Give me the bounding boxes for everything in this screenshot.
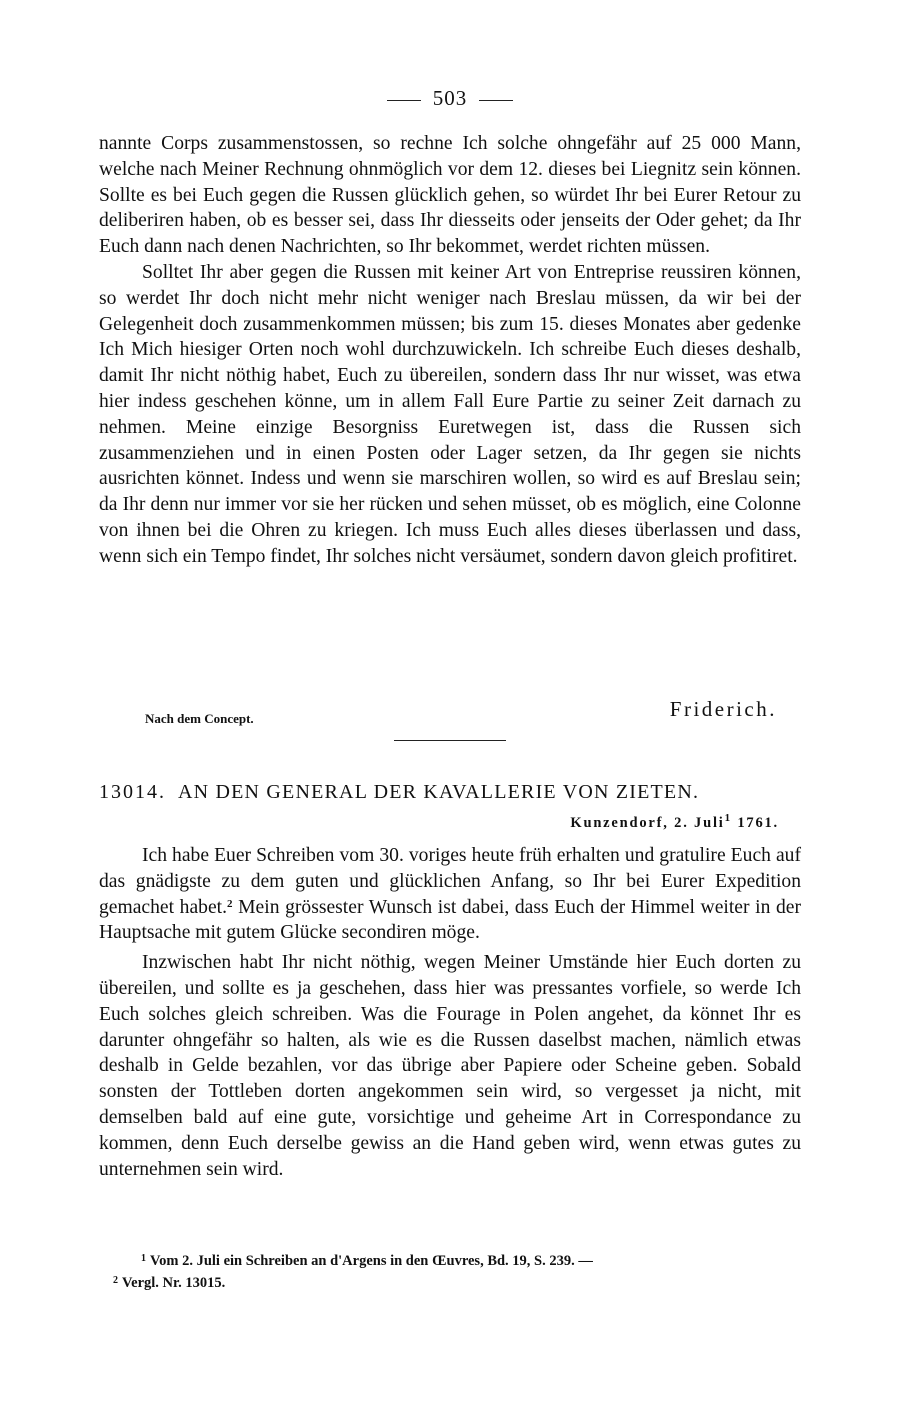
closing-line xyxy=(99,697,801,727)
footnote-reference: 2 xyxy=(227,897,233,910)
footnote-1 xyxy=(99,1250,801,1272)
footnote-reference: 1 xyxy=(724,812,732,824)
header-dash-left xyxy=(387,100,421,101)
paragraph: Solltet Ihr aber gegen die Russen mit keiner Art von Entreprise reussiren können, so werdet Ihr doch nicht mehr nicht weniger nach Breslau müssen, da wir bei der Gelegenheit doch zusammenkommen müssen; bis zum 15. dieses Monates aber gedenke Ich Mich hiesiger Orten noch wohl durchzuwickeln. Ich schreibe Euch dieses deshalb, damit Ihr nicht nöthig habet, Euch zu übereilen, sondern dass Ihr nur wisset, was etwa hier indess geschehen könne, um in allem Fall Eure Partie zu seiner Zeit darnach zu nehmen. Meine einzige Besorgniss Euretwegen ist, dass die Russen sich zusammenziehen und in einen Posten oder Lager setzen, da Ihr gegen sie nichts ausrichten könnet. Indess und wenn sie marschiren wollen, so wird es auf Breslau sein; da Ihr denn nur immer vor sie her rücken und sehen müsset, ob es möglich, eine Colonne von ihnen bei die Ohren zu kriegen. Ich muss Euch alles dieses überlassen und dass, wenn sich ein Tempo findet, Ihr solches nicht versäumet, sondern davon gleich profitiret. xyxy=(99,261,801,567)
paragraph-text: Ich habe Euer Schreiben vom 30. voriges heute früh erhalten und gratulire Euch auf das gnädigste zu dem guten und glücklichen Anfang, so Ihr bei Eurer Expedition gemachet habet. xyxy=(99,845,801,918)
letter-two-body xyxy=(99,843,801,1182)
dateline xyxy=(570,812,779,832)
paragraph: nannte Corps zusammenstossen, so rechne Ich solche ohngefähr auf 25 000 Mann, welche nach Meiner Rechnung ohnmöglich vor dem 12. dieses bei Liegnitz sein können. Sollte es bei Euch gegen die Russen glücklich gehen, so würdet Ihr bei Eurer Retour zu deliberiren haben, ob es besser sei, dass Ihr diesseits oder jenseits der Oder gehet; da Ihr Euch dann nach denen Nachrichten, so Ihr bekommet, werdet richten müssen. xyxy=(99,133,801,258)
signature: Friderich. xyxy=(669,697,777,721)
paragraph-text: Mein grössester Wunsch ist dabei, dass Euch der Himmel weiter in der Hauptsache mit gutem Glücke secondiren möge. xyxy=(99,896,801,944)
letter-one-body xyxy=(99,131,801,570)
dateline-year: 1761. xyxy=(731,815,779,831)
section-divider xyxy=(394,740,506,741)
page-number: 503 xyxy=(432,86,468,110)
letter-number: 13014. xyxy=(99,781,166,803)
footnote-mark: 2 xyxy=(113,1275,118,1286)
page-header xyxy=(0,86,900,111)
letter-heading xyxy=(99,781,801,804)
source-note: Nach dem Concept. xyxy=(145,711,254,726)
footnote-2 xyxy=(99,1272,801,1294)
footnote-text: Vergl. Nr. 13015. xyxy=(122,1275,226,1291)
footnote-text: Vom 2. Juli ein Schreiben an d'Argens in den Œuvres, Bd. 19, S. 239. — xyxy=(150,1253,593,1269)
header-dash-right xyxy=(479,100,513,101)
paragraph: Inzwischen habt Ihr nicht nöthig, wegen Meiner Umstände hier Euch dorten zu übereilen, und sollte es ja geschehen, dass hier was pressantes vorfiele, so werde Ich Euch solches gleich schreiben. Was die Fourage in Polen angehet, da könnet Ihr es darunter ohngefähr so halten, als wie es die Russen daselbst machen, nämlich etwas deshalb in Gelde bezahlen, vor das übrige aber Papiere oder Scheine geben. Sobald sonsten der Tottleben dorten angekommen sein wird, so vergesset ja nicht, mit demselben bald auf eine gute, vorsichtige und geheime Art in Correspondance zu kommen, denn Euch derselbe gewiss an die Hand geben wird, wenn etwas gutes zu unternehmen sein wird. xyxy=(99,952,801,1180)
paragraph xyxy=(99,843,801,946)
footnote-mark: 1 xyxy=(141,1253,146,1264)
letter-title: AN DEN GENERAL DER KAVALLERIE VON ZIETEN. xyxy=(178,781,700,803)
footnotes xyxy=(99,1250,801,1294)
dateline-place-date: Kunzendorf, 2. Juli xyxy=(570,815,725,831)
